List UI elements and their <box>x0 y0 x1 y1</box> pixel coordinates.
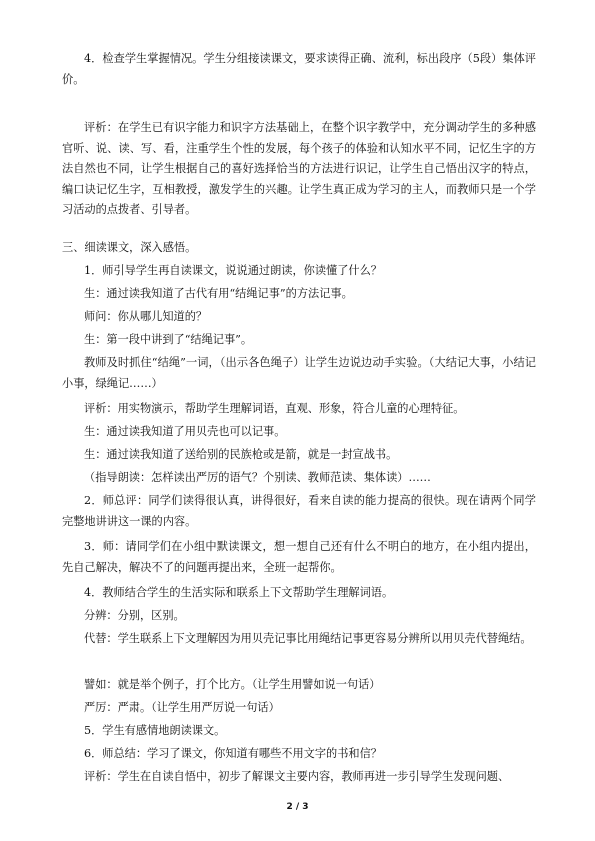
paragraph-student-answer-2: 生：第一段中讲到了“结绳记事”。 <box>84 333 253 346</box>
paragraph-step-6: 6．师总结：学习了课文，你知道有哪些不用文字的书和信？ <box>84 747 382 760</box>
paragraph-word-yanli: 严厉：严肃。（让学生用严厉说一句话） <box>84 701 280 714</box>
paragraph-check-mastery: 4．检查学生掌握情况。学生分组接读课文，要求读得正确、流利，标出段序（5段）集体评价。 <box>62 52 536 86</box>
paragraph-student-answer-1: 生：通过读我知道了古代有用“结绳记事”的方法记事。 <box>84 287 353 300</box>
paragraph-comment-final: 评析：学生在自读自悟中，初步了解课文主要内容，教师再进一步引导学生发现问题、 <box>84 770 510 783</box>
paragraph-step-1: 1．师引导学生再自读课文，说说通过朗读，你读懂了什么？ <box>84 264 382 277</box>
paragraph-word-fenbian: 分辨：分别，区别。 <box>84 609 185 622</box>
paragraph-step-2: 2．师总评：同学们读得很认真，讲得很好，看来自读的能力提高的很快。现在请两个同学完整地讲讲这一课的内容。 <box>62 494 536 528</box>
paragraph-student-answer-3: 生：通过读我知道了用贝壳也可以记事。 <box>84 425 286 438</box>
paragraph-step-4: 4．教师结合学生的生活实际和联系上下文帮助学生理解词语。 <box>84 586 394 599</box>
paragraph-step-3: 3．师：请同学们在小组中默读课文，想一想自己还有什么不明白的地方，在小组内提出，先自己解决，解决不了的问题再提出来，全班一起帮你。 <box>62 540 536 574</box>
page-number: 2 / 3 <box>286 802 309 812</box>
paragraph-step-5: 5．学生有感情地朗读课文。 <box>84 724 226 737</box>
paragraph-rope-demo: 教师及时抓住“结绳”一词，（出示各色绳子）让学生边说边动手实验。（大结记大事，小结记小事，绿绳记……） <box>62 356 536 390</box>
paragraph-comment-literacy: 评析：在学生已有识字能力和识字方法基础上，在整个识字教学中，充分调动学生的多种感官听、说、读、写、看，注重学生个性的发展，每个孩子的体验和认知水平不同，记忆生字的方法自然也不同，让学生根据自己的喜好选择恰当的方法进行识记，让学生自己悟出汉字的特点，编口诀记忆生字，互相教授，激发学生的兴趣。让学生真正成为学习的主人，而教师只是一个学习活动的点拨者、引导者。 <box>62 121 536 216</box>
paragraph-word-piru: 譬如：就是举个例子，打个比方。（让学生用譬如说一句话） <box>84 678 381 691</box>
paragraph-guided-reading: （指导朗读：怎样读出严厉的语气？个别读、教师范读、集体读）…… <box>84 471 431 484</box>
paragraph-comment-demo: 评析：用实物演示，帮助学生理解词语，直观、形象，符合儿童的心理特征。 <box>84 402 465 415</box>
paragraph-teacher-question: 师问：你从哪儿知道的？ <box>84 310 208 323</box>
paragraph-word-daiti: 代替：学生联系上下文理解因为用贝壳记事比用绳结记事更容易分辨所以用贝壳代替绳结。 <box>84 632 532 645</box>
section-heading-close-reading: 三、细读课文，深入感悟。 <box>62 241 197 254</box>
paragraph-student-answer-4: 生：通过读我知道了送给别的民族枪或是箭，就是一封宣战书。 <box>84 448 398 461</box>
